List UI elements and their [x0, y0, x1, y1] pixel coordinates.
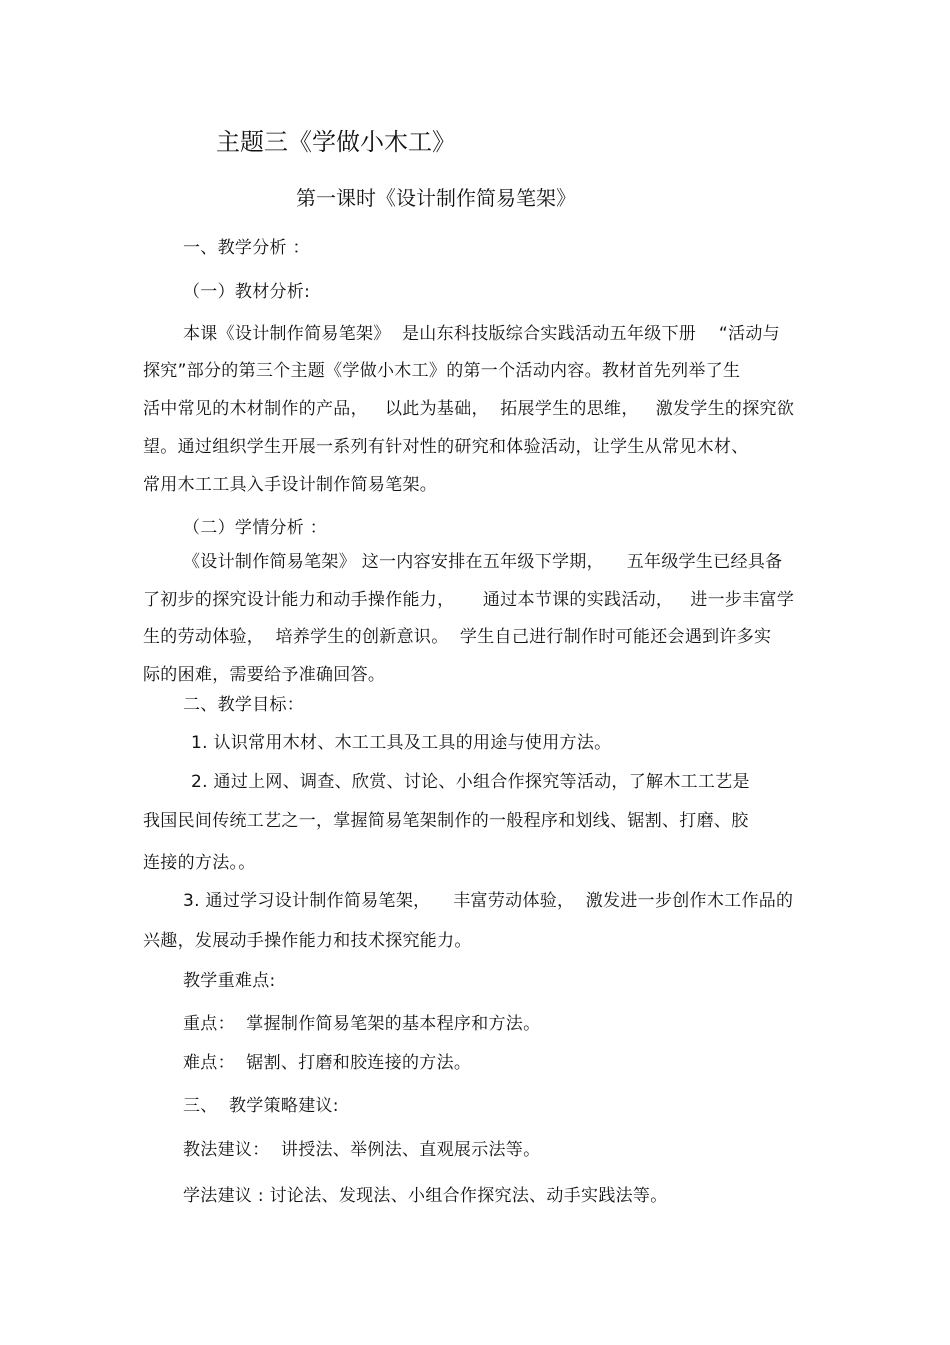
key-point: 重点： 掌握制作简易笔架的基本程序和方法。 [183, 1014, 541, 1034]
section-heading-analysis: 一、教学分析 ： [183, 238, 310, 258]
paragraph-line: 我国民间传统工艺之一，掌握简易笔架制作的一般程序和划线、锯割、打磨、胶 [143, 811, 749, 831]
subsection-heading-material: （一）教材分析: [183, 282, 311, 302]
paragraph-line: 活中常见的木材制作的产品， 以此为基础， 拓展学生的思维， 激发学生的探究欲 [143, 399, 795, 419]
teaching-method: 教法建议： 讲授法、举例法、直观展示法等。 [183, 1140, 541, 1160]
paragraph-line: 常用木工工具入手设计制作简易笔架。 [143, 475, 438, 495]
section-heading-goals: 二、教学目标： [183, 695, 305, 715]
paragraph-line: 探究”部分的第三个主题《学做小木工》的第一个活动内容。教材首先列举了生 [143, 361, 741, 381]
paragraph-line: 本课《设计制作简易笔架》 是山东科技版综合实践活动五年级下册 “活动与 [183, 324, 780, 344]
goal-item-3: 3. 通过学习设计制作简易笔架， 丰富劳动体验， 激发进一步创作木工作品的 [183, 891, 794, 911]
subsection-heading-students: （二）学情分析 ： [183, 518, 328, 538]
paragraph-line: 了初步的探究设计能力和动手操作能力， 通过本节课的实践活动， 进一步丰富学 [143, 590, 795, 610]
paragraph-line: 《设计制作简易笔架》 这一内容安排在五年级下学期， 五年级学生已经具备 [183, 552, 783, 572]
paragraph-line: 兴趣，发展动手操作能力和技术探究能力。 [143, 931, 472, 951]
paragraph-line: 望。通过组织学生开展一系列有针对性的研究和体验活动，让学生从常见木材、 [143, 437, 749, 457]
goal-item-2: 2. 通过上网、调查、欣赏、讨论、小组合作探究等活动，了解木工工艺是 [191, 772, 750, 792]
paragraph-line: 生的劳动体验， 培养学生的创新意识。 学生自己进行制作时可能还会遇到许多实 [143, 627, 772, 647]
paragraph-line: 连接的方法。。 [143, 853, 256, 873]
difficult-point: 难点： 锯割、打磨和胶连接的方法。 [183, 1053, 472, 1073]
document-title: 主题三《学做小木工》 [216, 128, 456, 156]
learning-method: 学法建议 : 讨论法、发现法、小组合作探究法、动手实践法等。 [183, 1186, 668, 1206]
section-heading-strategy: 三、 教学策略建议: [183, 1096, 339, 1116]
lesson-subtitle: 第一课时《设计制作简易笔架》 [296, 186, 576, 210]
paragraph-line: 际的困难，需要给予准确回答。 [143, 665, 386, 685]
key-points-heading: 教学重难点: [183, 971, 276, 991]
goal-item-1: 1. 认识常用木材、木工工具及工具的用途与使用方法。 [191, 733, 612, 753]
